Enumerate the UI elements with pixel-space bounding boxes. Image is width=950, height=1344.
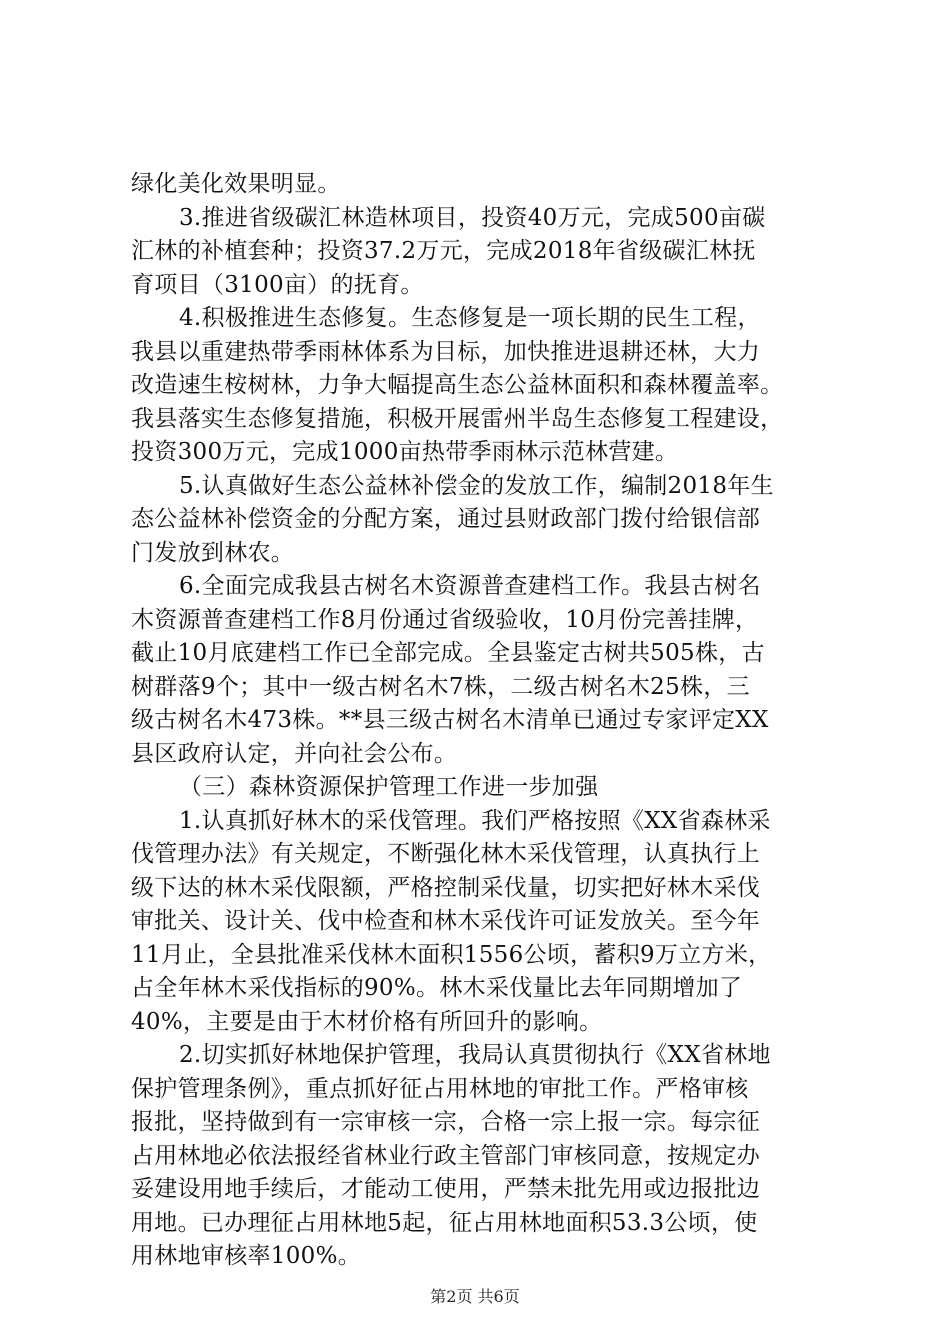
- text-line: 报批，坚持做到有一宗审核一宗，合格一宗上报一宗。每宗征: [131, 1109, 761, 1135]
- text-line: 3.推进省级碳汇林造林项目，投资40万元，完成500亩碳: [179, 204, 766, 231]
- text-line: 伐管理办法》有关规定，不断强化林木采伐管理，认真执行上: [131, 841, 761, 867]
- text-line: 2.切实抓好林地保护管理，我局认真贯彻执行《XX省林地: [179, 1042, 771, 1068]
- text-line: 1.认真抓好林木的采伐管理。我们严格按照《XX省森林采: [179, 807, 771, 834]
- text-line: 育项目（3100亩）的抚育。: [131, 271, 424, 298]
- text-line: 占全年林木采伐指标的90%。林木采伐量比去年同期增加了: [131, 975, 743, 1001]
- text-line: 改造速生桉树林，力争大幅提高生态公益林面积和森林覆盖率。: [131, 372, 784, 398]
- text-line: 占用林地必依法报经省林业行政主管部门审核同意，按规定办: [131, 1142, 761, 1169]
- text-line: 树群落9个；其中一级古树名木7株，二级古树名木25株，三: [131, 673, 750, 700]
- text-line: 截止10月底建档工作已全部完成。全县鉴定古树共505株，古: [131, 640, 765, 666]
- text-line: 6.全面完成我县古树名木资源普查建档工作。我县古树名: [179, 573, 761, 599]
- text-line: 妥建设用地手续后，才能动工使用，严禁未批先用或边报批边: [131, 1176, 761, 1202]
- text-line: 绿化美化效果明显。: [131, 171, 341, 197]
- text-line: 保护管理条例》，重点抓好征占用林地的审批工作。严格审核: [131, 1075, 749, 1102]
- text-line: 县区政府认定，并向社会公布。: [131, 740, 458, 767]
- text-line: 级古树名木473株。**县三级古树名木清单已通过专家评定XX: [131, 707, 769, 733]
- document-body: [131, 168, 837, 1274]
- text-line: 我县以重建热带季雨林体系为目标，加快推进退耕还林，大力: [131, 338, 761, 365]
- text-line: 投资300万元，完成1000亩热带季雨林示范林营建。: [131, 439, 679, 465]
- text-line: 级下达的林木采伐限额，严格控制采伐量，切实把好林木采伐: [131, 874, 761, 901]
- text-line: 用林地审核率100%。: [131, 1243, 362, 1269]
- text-line: 11月止，全县批准采伐林木面积1556公顷，蓄积9万立方米，: [131, 941, 772, 968]
- text-line: （三）森林资源保护管理工作进一步加强: [179, 774, 599, 800]
- text-line: 40%，主要是由于木材价格有所回升的影响。: [131, 1008, 603, 1035]
- page-footer: 第2页 共6页: [430, 1287, 520, 1306]
- text-line: 木资源普查建档工作8月份通过省级验收，10月份完善挂牌，: [131, 606, 759, 633]
- text-line: 我县落实生态修复措施，积极开展雷州半岛生态修复工程建设，: [131, 405, 784, 432]
- text-line: 审批关、设计关、伐中检查和林木采伐许可证发放关。至今年: [131, 908, 761, 934]
- text-line: 门发放到林农。: [131, 539, 295, 566]
- text-line: 4.积极推进生态修复。生态修复是一项长期的民生工程，: [179, 305, 761, 331]
- text-line: 用地。已办理征占用林地5起，征占用林地面积53.3公顷，使: [131, 1209, 758, 1236]
- text-line: 汇林的补植套种；投资37.2万元，完成2018年省级碳汇林抚: [131, 238, 756, 264]
- text-line: 态公益林补偿资金的分配方案，通过县财政部门拨付给银信部: [131, 506, 761, 532]
- text-line: 5.认真做好生态公益林补偿金的发放工作，编制2018年生: [179, 472, 774, 499]
